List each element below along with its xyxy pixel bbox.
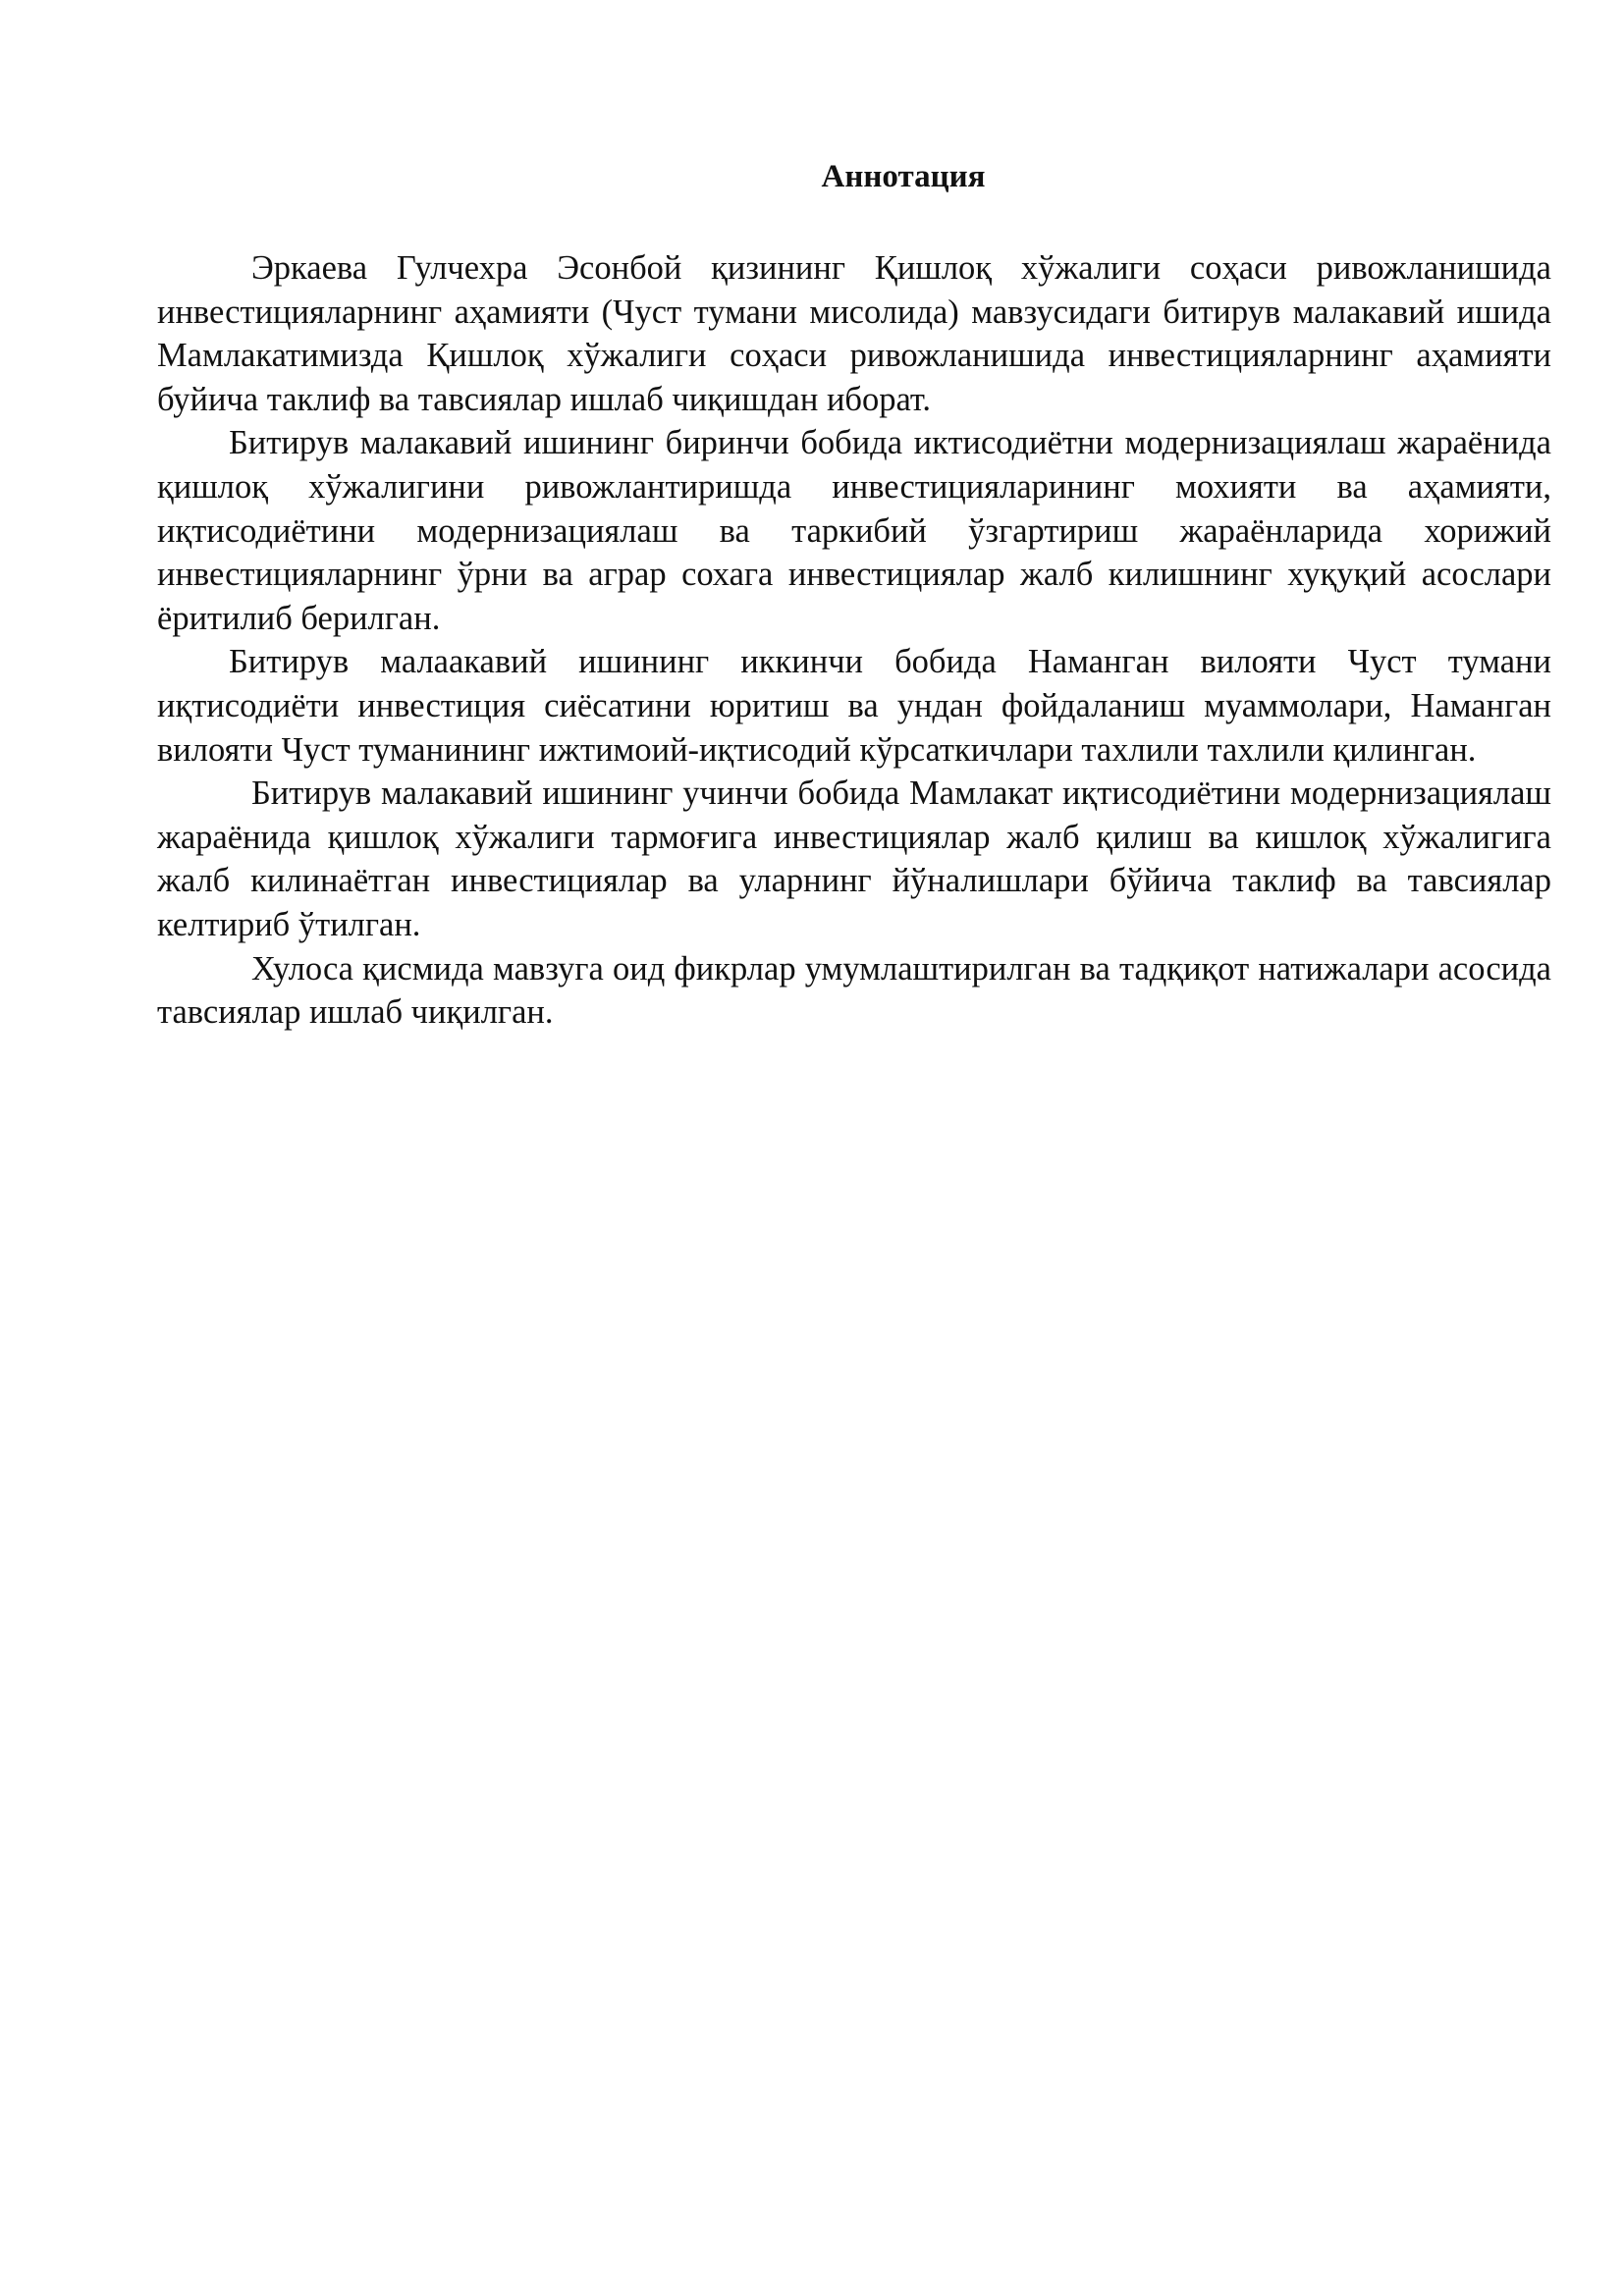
page-title: Аннотация	[821, 159, 986, 194]
paragraph-intro: Эркаева Гулчехра Эсонбой қизининг Қишлоқ хўжалиги соҳаси ривожланишида инвестицияларнинг аҳамияти (Чуст тумани мисолида) мавзусидаги битирув малакавий ишида Мамлакатимизда Қишлоқ хўжалиги соҳаси ривожланишида инвестицияларнинг аҳамияти буйича таклиф ва тавсиялар ишлаб чиқишдан иборат.	[157, 249, 1551, 418]
paragraph-chapter-three: Битирув малакавий ишининг учинчи бобида Мамлакат иқтисодиётини модернизациялаш жараёнида қишлоқ хўжалиги тармоғига инвестициялар жалб қилиш ва кишлоқ хўжалигига жалб килинаётган инвестициялар ва уларнинг йўналишлари бўйича таклиф ва тавсиялар келтириб ўтилган.	[157, 774, 1551, 943]
paragraph-conclusion: Хулоса қисмида мавзуга оид фикрлар умумлаштирилган ва тадқиқот натижалари асосида тавсиялар ишлаб чиқилган.	[157, 949, 1551, 1032]
document-body	[157, 246, 1551, 1035]
paragraph-chapter-two: Битирув малаакавий ишининг иккинчи бобида Наманган вилояти Чуст тумани иқтисодиёти инвестиция сиёсатини юритиш ва ундан фойдаланиш муаммолари, Наманган вилояти Чуст туманининг ижтимоий-иқтисодий кўрсаткичлари тахлили тахлили қилинган.	[157, 643, 1551, 769]
paragraph-chapter-one: Битирув малакавий ишининг биринчи бобида иктисодиётни модернизациялаш жараёнида қишлоқ хўжалигини ривожлантиришда инвестицияларининг мохияти ва аҳамияти, иқтисодиётини модернизациялаш ва таркибий ўзгартириш жараёнларида хорижий инвестицияларнинг ўрни ва аграр сохага инвестициялар жалб килишнинг хуқуқий асослари ёритилиб берилган.	[157, 424, 1551, 637]
